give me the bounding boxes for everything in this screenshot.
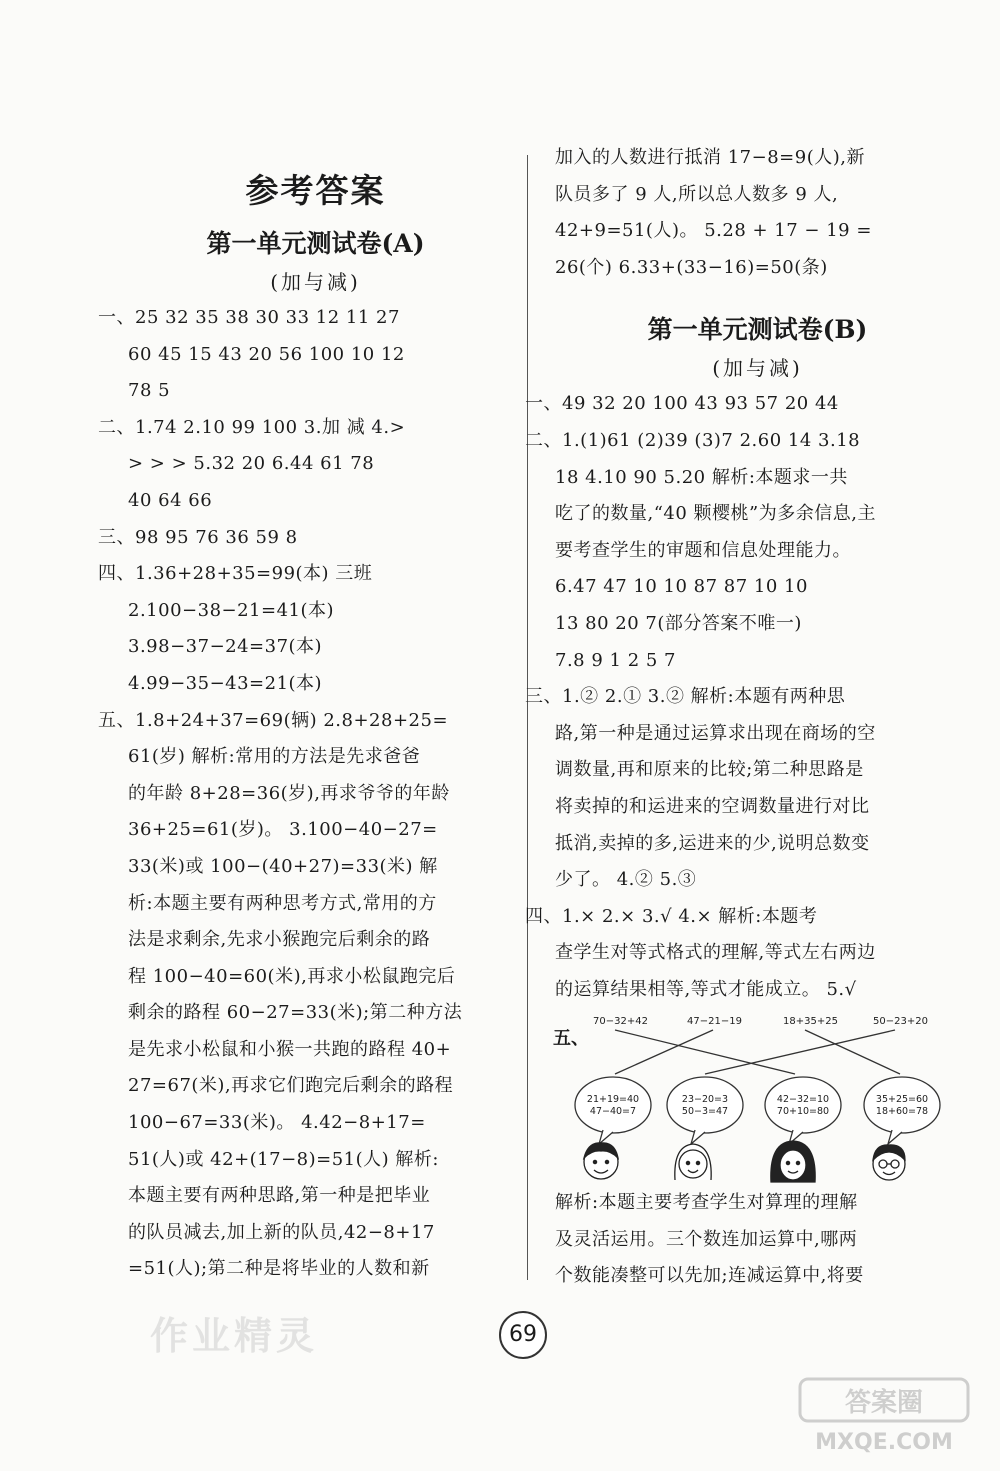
answer-line: 的队员减去,加上新的队员,42−8+17 xyxy=(128,1221,435,1243)
boy-glasses-face-icon xyxy=(873,1145,905,1180)
faded-stamp: 作业精灵 xyxy=(150,1313,319,1358)
speech-bubble xyxy=(864,1077,940,1133)
top-expression: 18+35+25 xyxy=(783,1016,838,1027)
answer-line: > > > 5.32 20 6.44 61 78 xyxy=(128,453,375,475)
answer-line: 一、49 32 20 100 43 93 57 20 44 xyxy=(525,393,839,415)
answer-line: 少了。 4.② 5.③ xyxy=(555,869,697,891)
svg-text:答案圈: 答案圈 xyxy=(844,1388,924,1418)
matching-lines xyxy=(615,1030,900,1074)
answer-line: 程 100−40=60(米),再求小松鼠跑完后 xyxy=(128,965,456,987)
page-number: 69 xyxy=(499,1311,547,1359)
answer-line: 3.98−37−24=37(本) xyxy=(128,636,323,658)
question-five-label: 五、 xyxy=(553,1028,589,1049)
right-column xyxy=(525,140,960,1008)
answer-line: 是先求小松鼠和小猴一共跑的路程 40+ xyxy=(128,1038,452,1060)
speech-bubble xyxy=(765,1077,841,1133)
top-expression: 47−21−19 xyxy=(687,1016,742,1027)
answer-line: 调数量,再和原来的比较;第二种思路是 xyxy=(555,759,864,781)
svg-text:47−40=7: 47−40=7 xyxy=(589,1106,637,1117)
answer-line: 五、1.8+24+37=69(辆) 2.8+28+25= xyxy=(98,709,449,731)
answer-line: 26(个) 6.33+(33−16)=50(条) xyxy=(555,256,828,278)
answer-line: 的运算结果相等,等式才能成立。 5.√ xyxy=(555,978,857,1000)
answer-line: 抵消,卖掉的多,运进来的少,说明总数变 xyxy=(555,832,870,854)
answer-line: 吃了的数量,“40 颗樱桃”为多余信息,主 xyxy=(555,503,876,525)
analysis-line: 个数能凑整可以先加;连减运算中,将要 xyxy=(555,1265,864,1287)
svg-text:50−3=47: 50−3=47 xyxy=(681,1106,729,1117)
boy-face-icon xyxy=(584,1143,618,1179)
answer-line: 三、1.② 2.① 3.② 解析:本题有两种思 xyxy=(525,686,846,708)
section-b-subtitle: (加与减) xyxy=(712,356,803,381)
answer-line: 33(米)或 100−(40+27)=33(米) 解 xyxy=(128,855,438,877)
analysis-line: 及灵活运用。三个数连加运算中,哪两 xyxy=(555,1228,858,1250)
speech-bubble xyxy=(667,1077,743,1133)
answer-line: 2.100−38−21=41(本) xyxy=(128,599,335,621)
section-a-subtitle: (加与减) xyxy=(270,270,361,294)
girl-face-icon xyxy=(675,1144,711,1180)
section-a-continued xyxy=(555,140,960,286)
answer-line: 二、1.74 2.10 99 100 3.加 减 4.> xyxy=(98,416,406,438)
matching-svg xyxy=(555,1010,960,1185)
answer-line: 本题主要有两种思路,第一种是把毕业 xyxy=(128,1185,431,1207)
svg-text:18+60=78: 18+60=78 xyxy=(875,1106,929,1117)
svg-text:70+10=80: 70+10=80 xyxy=(776,1106,830,1117)
top-expression: 50−23+20 xyxy=(873,1016,928,1027)
answer-line: 三、98 95 76 36 59 8 xyxy=(98,526,298,548)
answer-line: 队员多了 9 人,所以总人数多 9 人, xyxy=(555,183,839,205)
watermark-text: MXQE.COM xyxy=(815,1430,953,1455)
answer-line: 4.99−35−43=21(本) xyxy=(128,672,323,694)
answer-line: 析:本题主要有两种思考方式,常用的方 xyxy=(128,892,437,914)
answer-line: 一、25 32 35 38 30 33 12 11 27 xyxy=(98,307,400,328)
page-title: 参考答案 xyxy=(245,171,386,210)
svg-text:23−20=3: 23−20=3 xyxy=(681,1094,729,1105)
answer-line: 四、1.36+28+35=99(本) 三班 xyxy=(98,563,373,585)
answer-line: 要考查学生的审题和信息处理能力。 xyxy=(555,539,851,561)
answer-line: 13 80 20 7(部分答案不唯一) xyxy=(555,612,802,634)
left-column xyxy=(98,165,503,1288)
svg-text:42−32=10: 42−32=10 xyxy=(776,1094,830,1105)
answer-line: =51(人);第二种是将毕业的人数和新 xyxy=(128,1258,430,1280)
section-b-analysis xyxy=(555,1185,960,1295)
girl-long-hair-face-icon xyxy=(771,1141,815,1182)
answer-line: 路,第一种是通过运算求出现在商场的空 xyxy=(555,722,876,744)
answer-line: 二、1.(1)61 (2)39 (3)7 2.60 14 3.18 xyxy=(525,429,861,451)
section-b-title: 第一单元测试卷(B) xyxy=(647,315,868,345)
answer-line: 18 4.10 90 5.20 解析:本题求一共 xyxy=(555,466,848,488)
answer-line: 61(岁) 解析:常用的方法是先求爸爸 xyxy=(128,746,421,768)
answer-line: 7.8 9 1 2 5 7 xyxy=(555,649,676,671)
answer-line: 42+9=51(人)。 5.28 + 17 − 19 = xyxy=(555,220,872,242)
answer-line: 法是求剩余,先求小猴跑完后剩余的路 xyxy=(128,929,431,951)
answer-line: 60 45 15 43 20 56 100 10 12 xyxy=(128,343,405,365)
answer-line: 剩余的路程 60−27=33(米);第二种方法 xyxy=(128,1002,463,1024)
top-expression: 70−32+42 xyxy=(593,1016,648,1027)
answer-line: 27=67(米),再求它们跑完后剩余的路程 xyxy=(128,1075,454,1097)
section-b-answers xyxy=(525,386,960,1008)
answer-line: 的年龄 8+28=36(岁),再求爷爷的年龄 xyxy=(128,782,450,804)
answer-line: 36+25=61(岁)。 3.100−40−27= xyxy=(128,819,438,841)
answer-line: 将卖掉的和运进来的空调数量进行对比 xyxy=(555,795,870,817)
answer-line: 51(人)或 42+(17−8)=51(人) 解析: xyxy=(128,1148,439,1170)
answer-line: 四、1.× 2.× 3.√ 4.× 解析:本题考 xyxy=(525,905,818,927)
answer-line: 100−67=33(米)。 4.42−8+17= xyxy=(128,1112,426,1134)
answer-line: 6.47 47 10 10 87 87 10 10 xyxy=(555,576,808,598)
svg-text:35+25=60: 35+25=60 xyxy=(875,1094,929,1105)
section-a-answers xyxy=(98,300,503,1288)
site-watermark-logo xyxy=(790,1371,980,1465)
answer-line: 查学生对等式格式的理解,等式左右两边 xyxy=(555,942,876,964)
answer-line: 40 64 66 xyxy=(128,489,213,511)
speech-bubble xyxy=(575,1077,651,1133)
svg-text:21+19=40: 21+19=40 xyxy=(586,1094,640,1105)
column-divider xyxy=(527,155,528,1280)
section-a-title: 第一单元测试卷(A) xyxy=(206,229,425,258)
matching-figure xyxy=(555,1010,960,1185)
answer-line: 78 5 xyxy=(128,380,171,402)
answer-line: 加入的人数进行抵消 17−8=9(人),新 xyxy=(555,147,865,168)
analysis-line: 解析:本题主要考查学生对算理的理解 xyxy=(555,1192,858,1213)
